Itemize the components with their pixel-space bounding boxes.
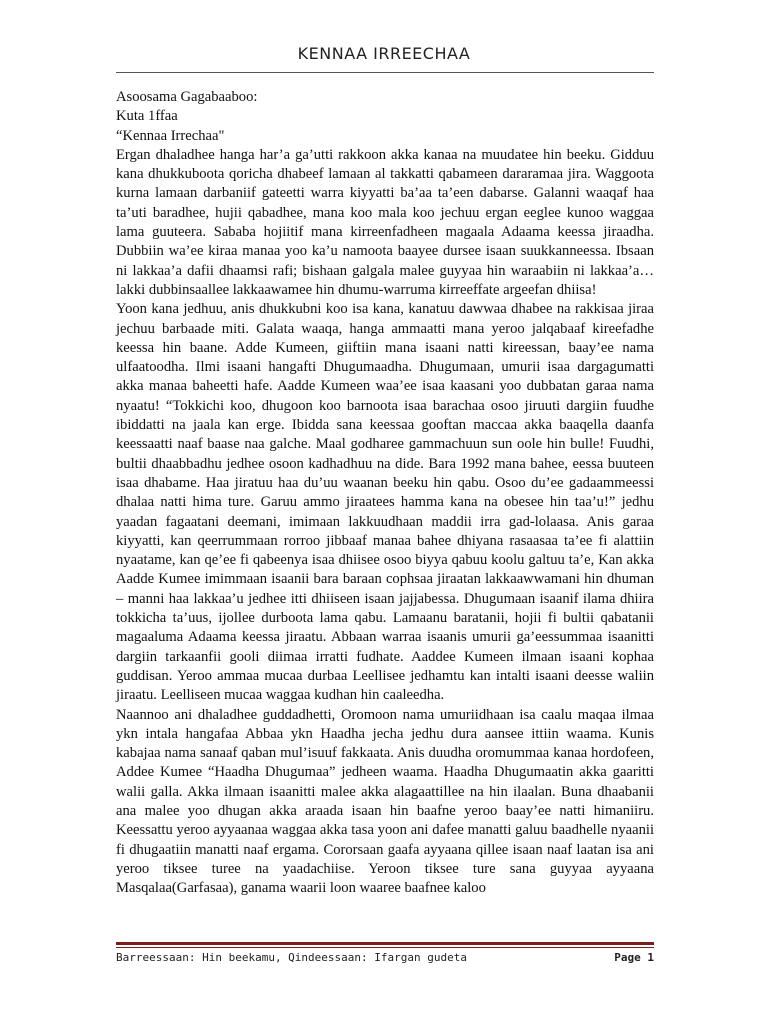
footer-credits: Barreessaan: Hin beekamu, Qindeessaan: Ifargan gudeta	[116, 951, 467, 964]
paragraph-2: Yoon kana jedhuu, anis dhukkubni koo isa kana, kanatuu dawwaa dhabee na rakkisaa jiraa jechuu barbaade miti. Galata waaqa, hanga ammaatti mana yeroo jalqabaaf kireefadhe keessa hin baane. Adde Kumeen, giiftiin mana isaani natti kireessan, baay’ee nama ulfaatoodha. Ilmi isaani hangafti Dhugumaadha. Dhugumaan, umurii isaa dargagumatti akka manaa baheetti hafe. Aadde Kumeen waa’ee isaa kaasani yoo dubbatan garaa nama nyaatu! “Tokkichi koo, dhugoon koo barnoota isaa barachaa osoo jiruuti dargiin fuudhe ibiddatti na jaala kan erge. Ibidda sana keessaa gooftan maccaa akka baaqella daanfa keessaatti naaf baase naa galche. Maal godharee gammachuun sun oole hin bulle! Fuudhi, bultii dhaabbadhu jedhee osoon kadhadhuu na dide. Bara 1992 mana bahee, eessa buuteen isaa dhabame. Haa jiratuu haa du’uu waanan beeku hin qabu. Osoo du’ee gadaammeessi dhalaa natti hima ture. Garuu ammo jiraatees hamma kana na obesee hin taa’u!” jedhu yaadan fagaatani deemani, imimaan lakkuudhaan maddii irra gad-lolaasa. Anis garaa kiyyatti, kan qeerrummaan rorroo jibbaaf manaa bahee dhiyana rasaasaa ta’ee fi alattiin nyaatame, kan qe’ee fi qabeenya isaa dhiisee osoo biyya qabuu koolu galtuu ta’e, Kan akka Aadde Kumee imimmaan isaanii bara baraan cophsaa jiraatan lakkaawwamani hin dhuman – manni haa lakkaa’u jedhee itti dhiiseen isaan jajjabessa. Dhugumaan isaanif ilama dhiira tokkicha ta’uus, ijollee durboota lama qabu. Lamaanu baratanii, hojii fi bultii qabatanii magaaluma Adaama keessa jiraatu. Abbaan warraa isaanis umurii ga’eessummaa isaanitti dargiin tarkaanfii gooli diimaa irratti fudhate. Aaddee Kumeen ilmaan isaani kophaa guddisan. Yeroo ammaa mucaa durbaa Leellisee jedhamtu kan intalti isaani deesse waliin jiraatu. Leelliseen mucaa waggaa kudhan hin caaleedha.	[116, 301, 654, 704]
header-divider	[116, 72, 654, 73]
author-line: Asoosama Gagabaaboo:	[116, 89, 258, 105]
story-title: “Kennaa Irrechaa"	[116, 127, 225, 144]
part-line: Kuta 1ffaa	[116, 108, 178, 125]
page-header-title: KENNAA IRREECHAA	[297, 44, 471, 63]
paragraph-3: Naannoo ani dhaladhee guddadhetti, Oromoon nama umuriidhaan isa caalu maqaa ilmaa ykn intala hangafaa Abbaa ykn Haadha jecha jedhu dura aansee ittiin waama. Kunis kabajaa nama sanaaf qaban mul’isuuf fakkaata. Anis duudha oromummaa kanaa hordofeen, Addee Kumee “Haadha Dhugumaa” jedheen waama. Haadha Dhugumaatin akka gaaritti walii galla. Akka ilmaan isaanitti malee akka alagaattillee na hin ilaalan. Buna dhaabanii ana malee yoo dhugan akka araada isaan hin baafne yeroo baay’ee natti himaniiru. Keessattu yeroo ayyaanaa waggaa akka tasa yoon ani dafee manatti galuu baadhelle nyaanii fi dhugaatiin manatti naaf ergama. Cororsaan gaafa ayyaana qillee isaan naaf laatan isa ani yeroo tiksee turee na yaadachiise. Yeroon tiksee ture sana guyyaa ayyaana Masqalaa(Garfasaa), ganama waarii loon waaree baafnee kaloo	[116, 706, 654, 897]
document-body	[116, 88, 654, 898]
footer-divider	[116, 942, 654, 948]
page-number: Page 1	[614, 951, 654, 964]
paragraph-1: Ergan dhaladhee hanga har’a ga’utti rakkoon akka kanaa na muudatee hin beeku. Gidduu kana dhukkuboota qoricha dhabeef lamaan al takkatti qabameen dararamaa jira. Waggoota kurna lamaan darbaniif gateetti warra kiyyatti ba’aa ta’een dabarse. Galanni waaqaf haa ta’uti baradhee, hujii qabadhee, mana koo mala koo jechuu ergan eeglee kunoo waggaa lama guuteera. Sababa hojiitif mana kirreenfadheen magaala Adaama keessa jiraadha. Dubbiin wa’ee kiraa manaa yoo ka’u namoota baayee dursee isaan suukkanneessa. Ibsaan ni lakkaa’a dafii dhaamsi rafi; bishaan galgala malee guyyaa hin waraabiin ni lakkaa’a…lakki dubbinsaallee lakkaawamee hin dhumu-warruma kirreeffate argeefan dhiisa!	[116, 146, 654, 298]
